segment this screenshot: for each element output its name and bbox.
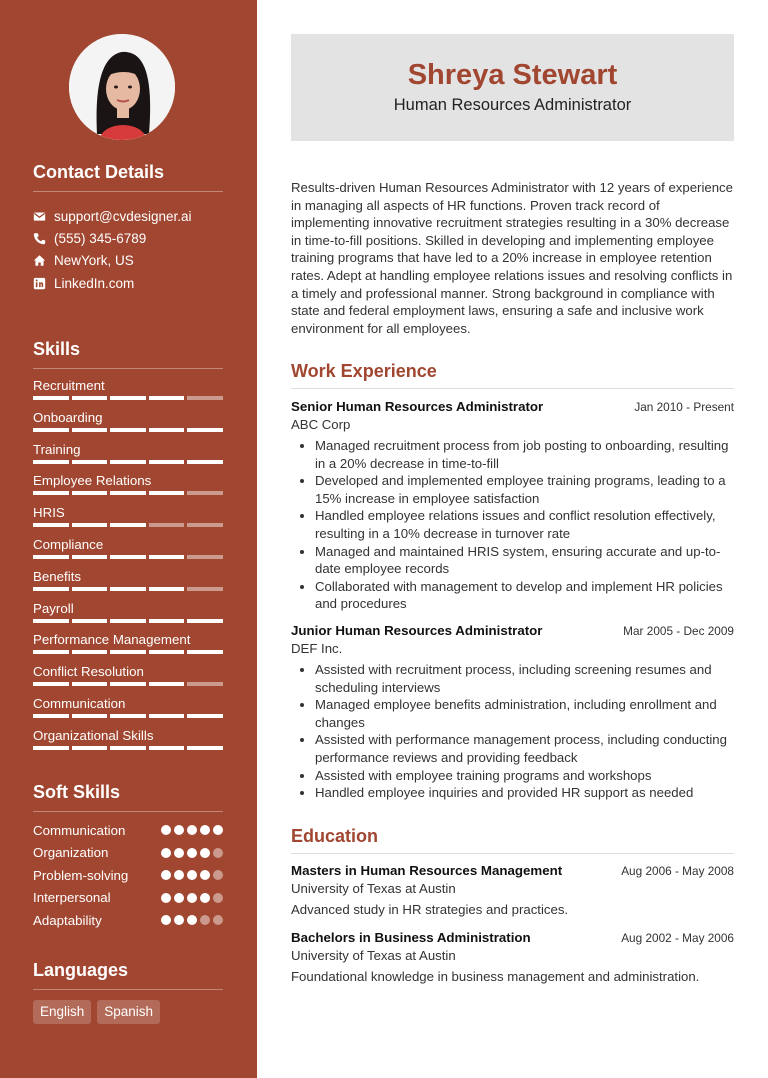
contact-linkedin-text: LinkedIn.com xyxy=(54,275,135,291)
school-name: University of Texas at Austin xyxy=(291,881,456,896)
skill-name: Compliance xyxy=(33,536,104,552)
skill-name: Performance Management xyxy=(33,632,191,648)
skills-section xyxy=(33,339,223,758)
skill-level-segment xyxy=(149,428,185,432)
rating-dot xyxy=(187,870,197,880)
job-bullet: • Assisted with recruitment process, including screening resumes and scheduling interviews xyxy=(315,661,734,696)
contact-location-text: NewYork, US xyxy=(54,253,134,269)
skill-level-segment xyxy=(187,682,223,686)
skill-level-segment xyxy=(187,428,223,432)
skill-level-bar xyxy=(33,682,223,686)
skill-level-segment xyxy=(187,587,223,591)
languages-section xyxy=(33,960,223,1024)
languages-list xyxy=(33,1000,223,1024)
skill-level-segment xyxy=(110,587,146,591)
summary-text: Results-driven Human Resources Administrator with 12 years of experience in managing all aspects of HR functions. Proven track record of implementing innovative recruitment strategies resulting in a 30% decrease in time-to-fill positions. Skilled in developing and implementing employee training programs that have led to a 20% increase in employee retention rates. Adept at handling employee relations issues and resolving conflicts in a timely and professional manner. Strong background in compliance with state and federal employment laws, ensuring a safe and inclusive work environment for all employees. xyxy=(291,180,733,336)
skill-level-segment xyxy=(149,587,185,591)
skill-level-bar xyxy=(33,714,223,718)
skill-level-segment xyxy=(110,555,146,559)
soft-skill-rating xyxy=(161,893,223,903)
skill-level-segment xyxy=(33,714,69,718)
skill-level-segment xyxy=(110,396,146,400)
rating-dot xyxy=(187,915,197,925)
school-name: University of Texas at Austin xyxy=(291,948,456,963)
skill-name: Organizational Skills xyxy=(33,727,154,743)
languages-heading: Languages xyxy=(33,960,223,990)
skill-level-segment xyxy=(187,555,223,559)
skill-level-segment xyxy=(72,491,108,495)
skill-name: Onboarding xyxy=(33,409,103,425)
education-entry xyxy=(291,863,734,917)
skill-level-segment xyxy=(149,396,185,400)
education-description: Foundational knowledge in business management and administration. xyxy=(291,969,700,984)
skill-level-segment xyxy=(72,428,108,432)
skill-level-segment xyxy=(72,619,108,623)
skill-level-segment xyxy=(149,523,185,527)
skill-name: Recruitment xyxy=(33,378,105,393)
soft-skill-name: Organization xyxy=(33,845,109,861)
avatar xyxy=(69,34,175,140)
contact-email[interactable] xyxy=(33,205,223,227)
job-bullet: • Collaborated with management to develop and implement HR policies and procedures xyxy=(315,578,734,613)
degree-title: Masters in Human Resources Management xyxy=(291,863,563,878)
soft-skill-item xyxy=(33,842,223,865)
soft-skill-rating xyxy=(161,848,223,858)
job-company: ABC Corp xyxy=(291,417,351,432)
soft-skill-item xyxy=(33,864,223,887)
skill-level-segment xyxy=(110,491,146,495)
rating-dot xyxy=(200,870,210,880)
soft-skill-rating xyxy=(161,915,223,925)
contact-phone[interactable] xyxy=(33,227,223,249)
skill-level-segment xyxy=(149,714,185,718)
rating-dot xyxy=(174,848,184,858)
soft-skill-item xyxy=(33,819,223,842)
education-entry xyxy=(291,930,734,984)
skill-level-segment xyxy=(149,650,185,654)
job-title: Junior Human Resources Administrator xyxy=(291,623,543,638)
soft-skill-rating xyxy=(161,825,223,835)
rating-dot xyxy=(174,870,184,880)
skill-item xyxy=(33,599,223,631)
job-bullet: • Managed recruitment process from job posting to onboarding, resulting in a 20% decrease in time-to-fill xyxy=(315,437,734,472)
education-dates: Aug 2006 - May 2008 xyxy=(621,864,734,878)
rating-dot xyxy=(174,825,184,835)
education-description: Advanced study in HR strategies and practices. xyxy=(291,902,569,917)
skill-item xyxy=(33,662,223,694)
contact-linkedin[interactable] xyxy=(33,272,223,294)
skill-level-segment xyxy=(33,460,69,464)
skill-level-bar xyxy=(33,428,223,432)
soft-skill-name: Communication xyxy=(33,822,126,838)
job-bullets xyxy=(291,661,734,802)
rating-dot xyxy=(200,848,210,858)
rating-dot xyxy=(161,825,171,835)
candidate-role: Human Resources Administrator xyxy=(393,96,632,114)
language-tag: English xyxy=(33,1000,91,1024)
job-dates: Jan 2010 - Present xyxy=(634,400,734,414)
skill-level-segment xyxy=(110,523,146,527)
rating-dot xyxy=(174,893,184,903)
skill-level-segment xyxy=(72,587,108,591)
skill-level-segment xyxy=(72,523,108,527)
job-title: Senior Human Resources Administrator xyxy=(291,399,544,414)
skill-level-segment xyxy=(33,396,69,400)
skill-name: HRIS xyxy=(33,505,65,521)
skill-name: Payroll xyxy=(33,600,74,616)
skill-level-segment xyxy=(33,682,69,686)
skills-list xyxy=(33,376,223,758)
rating-dot xyxy=(174,915,184,925)
skill-level-segment xyxy=(33,650,69,654)
skill-level-segment xyxy=(149,746,185,750)
skill-level-bar xyxy=(33,650,223,654)
soft-skills-section xyxy=(33,782,223,932)
soft-skills-list xyxy=(33,819,223,932)
skill-item xyxy=(33,535,223,567)
skill-level-segment xyxy=(187,396,223,400)
rating-dot xyxy=(200,893,210,903)
skill-level-segment xyxy=(72,714,108,718)
job-bullet: • Handled employee relations issues and conflict resolution effectively, resulting in a 10% decrease in turnover rate xyxy=(315,507,734,542)
rating-dot xyxy=(213,825,223,835)
rating-dot xyxy=(161,915,171,925)
job-bullet: • Handled employee inquiries and provided HR support as needed xyxy=(315,784,734,802)
skill-level-segment xyxy=(187,619,223,623)
skill-level-bar xyxy=(33,523,223,527)
skill-item xyxy=(33,567,223,599)
soft-skills-heading: Soft Skills xyxy=(33,782,223,812)
skill-level-bar xyxy=(33,746,223,750)
skill-level-segment xyxy=(33,555,69,559)
soft-skill-name: Problem-solving xyxy=(33,867,129,883)
skill-item xyxy=(33,376,223,408)
skill-level-segment xyxy=(187,523,223,527)
rating-dot xyxy=(187,893,197,903)
rating-dot xyxy=(200,915,210,925)
job-company: DEF Inc. xyxy=(291,641,343,656)
contact-heading: Contact Details xyxy=(33,162,223,192)
contact-location xyxy=(33,250,223,272)
profile-photo xyxy=(69,34,175,140)
education-heading: Education xyxy=(291,826,734,854)
rating-dot xyxy=(187,825,197,835)
rating-dot xyxy=(200,825,210,835)
skill-name: Communication xyxy=(33,695,126,711)
skill-level-segment xyxy=(33,523,69,527)
skill-level-segment xyxy=(72,396,108,400)
skill-item xyxy=(33,694,223,726)
skill-item xyxy=(33,408,223,440)
skill-level-segment xyxy=(110,746,146,750)
skill-item xyxy=(33,503,223,535)
skill-level-segment xyxy=(72,555,108,559)
soft-skill-item xyxy=(33,887,223,910)
skill-level-segment xyxy=(72,460,108,464)
skill-level-segment xyxy=(33,428,69,432)
skill-level-segment xyxy=(149,619,185,623)
skill-level-segment xyxy=(33,619,69,623)
skill-level-segment xyxy=(110,650,146,654)
job-entry xyxy=(291,399,734,613)
skill-level-segment xyxy=(187,746,223,750)
skill-level-segment xyxy=(72,682,108,686)
skill-level-bar xyxy=(33,619,223,623)
soft-skill-item xyxy=(33,909,223,932)
job-dates: Mar 2005 - Dec 2009 xyxy=(623,624,734,638)
sidebar xyxy=(0,0,257,1078)
phone-icon xyxy=(33,232,46,245)
skill-level-bar xyxy=(33,555,223,559)
job-bullet: • Managed employee benefits administration, including enrollment and changes xyxy=(315,696,734,731)
skills-heading: Skills xyxy=(33,339,223,369)
skill-name: Benefits xyxy=(33,568,82,584)
linkedin-icon xyxy=(33,277,46,290)
language-tag: Spanish xyxy=(97,1000,160,1024)
rating-dot xyxy=(161,893,171,903)
rating-dot xyxy=(161,848,171,858)
job-entry xyxy=(291,623,734,802)
skill-level-segment xyxy=(149,491,185,495)
rating-dot xyxy=(161,870,171,880)
job-bullet: • Assisted with performance management process, including conducting performance reviews and providing feedback xyxy=(315,731,734,766)
job-bullet: • Developed and implemented employee training programs, leading to a 15% increase in employee satisfaction xyxy=(315,472,734,507)
skill-name: Conflict Resolution xyxy=(33,664,144,680)
rating-dot xyxy=(213,848,223,858)
candidate-name: Shreya Stewart xyxy=(407,59,618,91)
job-bullet: • Managed and maintained HRIS system, ensuring accurate and up-to-date employee records xyxy=(315,543,734,578)
skill-level-segment xyxy=(187,491,223,495)
skill-item xyxy=(33,440,223,472)
skill-level-segment xyxy=(110,619,146,623)
skill-level-segment xyxy=(187,460,223,464)
contact-email-text: support@cvdesigner.ai xyxy=(54,208,192,224)
rating-dot xyxy=(213,893,223,903)
skill-level-segment xyxy=(149,460,185,464)
skill-item xyxy=(33,726,223,758)
skill-level-segment xyxy=(33,491,69,495)
soft-skill-name: Adaptability xyxy=(33,912,102,928)
skill-level-segment xyxy=(110,714,146,718)
envelope-icon xyxy=(33,210,46,223)
degree-title: Bachelors in Business Administration xyxy=(291,930,531,945)
skill-name: Employee Relations xyxy=(33,473,152,489)
skill-item xyxy=(33,471,223,503)
skill-level-segment xyxy=(72,650,108,654)
soft-skill-rating xyxy=(161,870,223,880)
skill-item xyxy=(33,630,223,662)
skill-level-segment xyxy=(149,682,185,686)
job-bullet: • Assisted with employee training programs and workshops xyxy=(315,767,734,785)
rating-dot xyxy=(213,915,223,925)
skill-level-segment xyxy=(149,555,185,559)
skill-level-segment xyxy=(33,746,69,750)
soft-skill-name: Interpersonal xyxy=(33,890,111,906)
contact-section xyxy=(33,162,223,294)
contact-list xyxy=(33,205,223,294)
skill-level-bar xyxy=(33,460,223,464)
resume-header xyxy=(291,34,734,141)
rating-dot xyxy=(213,870,223,880)
skill-level-bar xyxy=(33,396,223,400)
work-experience-heading: Work Experience xyxy=(291,361,734,389)
skill-level-segment xyxy=(110,460,146,464)
skill-level-segment xyxy=(110,428,146,432)
contact-phone-text: (555) 345-6789 xyxy=(54,230,147,246)
home-icon xyxy=(33,254,46,267)
skill-level-segment xyxy=(33,587,69,591)
skill-name: Training xyxy=(33,441,81,457)
skill-level-segment xyxy=(72,746,108,750)
skill-level-segment xyxy=(110,682,146,686)
skill-level-bar xyxy=(33,587,223,591)
job-bullets xyxy=(291,437,734,613)
skill-level-segment xyxy=(187,714,223,718)
rating-dot xyxy=(187,848,197,858)
education-dates: Aug 2002 - May 2006 xyxy=(621,931,734,945)
skill-level-bar xyxy=(33,491,223,495)
skill-level-segment xyxy=(187,650,223,654)
